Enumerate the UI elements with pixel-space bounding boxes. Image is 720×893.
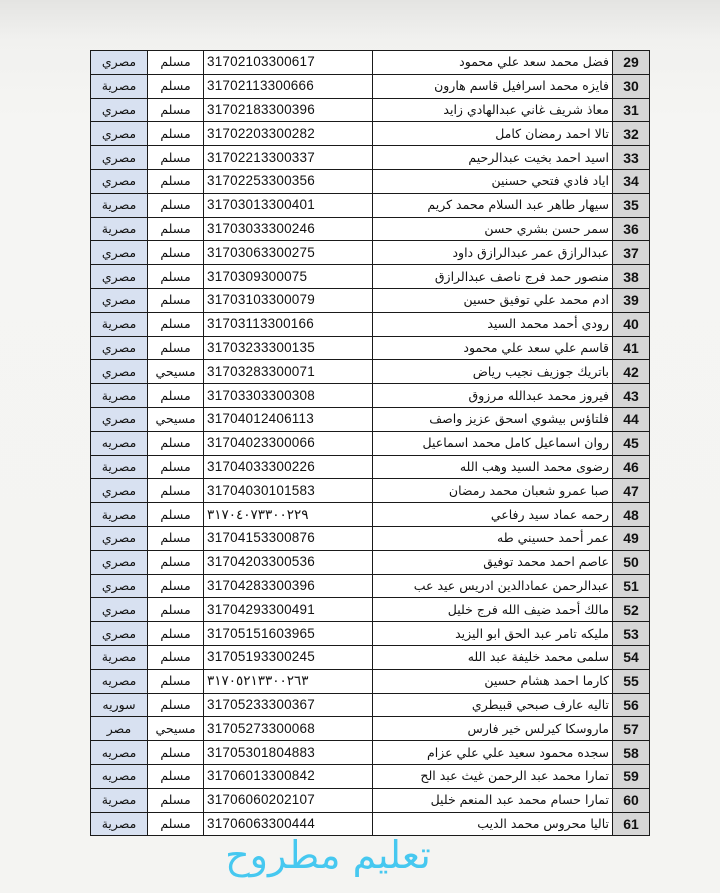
table-row <box>91 503 650 527</box>
religion-cell: مسلم <box>148 98 204 122</box>
national-id-cell: 31704012406113 <box>204 407 373 431</box>
student-name-cell: روان اسماعيل كامل محمد اسماعيل <box>373 431 613 455</box>
row-number-cell: 61 <box>613 812 650 836</box>
nationality-cell: مصريه <box>91 669 148 693</box>
row-number-cell: 47 <box>613 479 650 503</box>
national-id-cell: 31702103300617 <box>204 51 373 75</box>
student-name-cell: منصور حمد فرج ناصف عبدالرازق <box>373 265 613 289</box>
nationality-cell: سوريه <box>91 693 148 717</box>
table-row <box>91 669 650 693</box>
religion-cell: مسلم <box>148 598 204 622</box>
row-number-cell: 50 <box>613 550 650 574</box>
nationality-cell: مصرية <box>91 788 148 812</box>
national-id-cell: 31702183300396 <box>204 98 373 122</box>
row-number-cell: 40 <box>613 312 650 336</box>
row-number-cell: 56 <box>613 693 650 717</box>
nationality-cell: مصري <box>91 51 148 75</box>
table-row <box>91 98 650 122</box>
religion-cell: مسلم <box>148 146 204 170</box>
religion-cell: مسلم <box>148 741 204 765</box>
nationality-cell: مصرية <box>91 503 148 527</box>
student-name-cell: تمارا حسام محمد عبد المنعم خليل <box>373 788 613 812</box>
nationality-cell: مصري <box>91 526 148 550</box>
nationality-cell: مصري <box>91 122 148 146</box>
religion-cell: مسيحي <box>148 717 204 741</box>
national-id-cell: 31704033300226 <box>204 455 373 479</box>
nationality-cell: مصري <box>91 241 148 265</box>
national-id-cell: 31704153300876 <box>204 526 373 550</box>
table-row <box>91 788 650 812</box>
religion-cell: مسلم <box>148 193 204 217</box>
student-name-cell: رضوى محمد السيد وهب الله <box>373 455 613 479</box>
table-row <box>91 169 650 193</box>
table-row <box>91 384 650 408</box>
table-row <box>91 645 650 669</box>
religion-cell: مسلم <box>148 812 204 836</box>
nationality-cell: مصري <box>91 169 148 193</box>
religion-cell: مسلم <box>148 455 204 479</box>
student-name-cell: باتريك جوزيف نجيب رياض <box>373 360 613 384</box>
nationality-cell: مصري <box>91 407 148 431</box>
religion-cell: مسلم <box>148 431 204 455</box>
table-row <box>91 312 650 336</box>
table-row <box>91 598 650 622</box>
national-id-cell: 31703233300135 <box>204 336 373 360</box>
row-number-cell: 53 <box>613 622 650 646</box>
row-number-cell: 33 <box>613 146 650 170</box>
national-id-cell: 31702113300666 <box>204 74 373 98</box>
nationality-cell: مصر <box>91 717 148 741</box>
student-name-cell: فيروز محمد عبدالله مرزوق <box>373 384 613 408</box>
student-name-cell: سلمى محمد خليفة عبد الله <box>373 645 613 669</box>
table-row <box>91 217 650 241</box>
table-row <box>91 193 650 217</box>
table-row <box>91 431 650 455</box>
religion-cell: مسلم <box>148 550 204 574</box>
student-name-cell: عبدالرازق عمر عبدالرازق داود <box>373 241 613 265</box>
table-row <box>91 288 650 312</box>
national-id-cell: 31705273300068 <box>204 717 373 741</box>
student-name-cell: عاصم احمد محمد توفيق <box>373 550 613 574</box>
religion-cell: مسلم <box>148 669 204 693</box>
national-id-cell: 31705301804883 <box>204 741 373 765</box>
religion-cell: مسلم <box>148 217 204 241</box>
table-row <box>91 526 650 550</box>
student-name-cell: معاذ شريف غاني عبدالهادي زايد <box>373 98 613 122</box>
student-name-cell: مالك أحمد ضيف الله فرج خليل <box>373 598 613 622</box>
row-number-cell: 49 <box>613 526 650 550</box>
student-name-cell: صبا عمرو شعبان محمد رمضان <box>373 479 613 503</box>
national-id-cell: 31705233300367 <box>204 693 373 717</box>
student-name-cell: سمر حسن بشري حسن <box>373 217 613 241</box>
nationality-cell: مصري <box>91 336 148 360</box>
student-name-cell: تالا احمد رمضان كامل <box>373 122 613 146</box>
row-number-cell: 52 <box>613 598 650 622</box>
row-number-cell: 57 <box>613 717 650 741</box>
student-name-cell: ادم محمد علي توفيق حسين <box>373 288 613 312</box>
nationality-cell: مصرية <box>91 312 148 336</box>
nationality-cell: مصري <box>91 288 148 312</box>
row-number-cell: 35 <box>613 193 650 217</box>
religion-cell: مسلم <box>148 574 204 598</box>
row-number-cell: 55 <box>613 669 650 693</box>
student-name-cell: ماروسكا كيرلس خير فارس <box>373 717 613 741</box>
national-id-cell: 31704030101583 <box>204 479 373 503</box>
nationality-cell: مصرية <box>91 812 148 836</box>
religion-cell: مسلم <box>148 788 204 812</box>
row-number-cell: 34 <box>613 169 650 193</box>
student-name-cell: مليكه تامر عبد الحق ابو اليزيد <box>373 622 613 646</box>
religion-cell: مسلم <box>148 622 204 646</box>
table-row <box>91 74 650 98</box>
table-row <box>91 51 650 75</box>
student-table <box>90 50 650 836</box>
table-row <box>91 693 650 717</box>
national-id-cell: 31705193300245 <box>204 645 373 669</box>
religion-cell: مسلم <box>148 288 204 312</box>
table-row <box>91 622 650 646</box>
row-number-cell: 39 <box>613 288 650 312</box>
watermark-text: تعليم مطروح <box>225 833 431 877</box>
religion-cell: مسلم <box>148 169 204 193</box>
nationality-cell: مصرية <box>91 384 148 408</box>
nationality-cell: مصري <box>91 360 148 384</box>
national-id-cell: ٣١٧٠٤٠٧٣٣٠٠٢٢٩ <box>204 503 373 527</box>
nationality-cell: مصري <box>91 98 148 122</box>
student-name-cell: عمر أحمد حسيني طه <box>373 526 613 550</box>
religion-cell: مسلم <box>148 51 204 75</box>
religion-cell: مسلم <box>148 384 204 408</box>
nationality-cell: مصري <box>91 598 148 622</box>
student-name-cell: تاليه عارف صبحي قبيطري <box>373 693 613 717</box>
table-row <box>91 407 650 431</box>
row-number-cell: 45 <box>613 431 650 455</box>
national-id-cell: 31706060202107 <box>204 788 373 812</box>
row-number-cell: 54 <box>613 645 650 669</box>
religion-cell: مسلم <box>148 764 204 788</box>
religion-cell: مسلم <box>148 479 204 503</box>
religion-cell: مسلم <box>148 74 204 98</box>
national-id-cell: 31703283300071 <box>204 360 373 384</box>
religion-cell: مسلم <box>148 122 204 146</box>
row-number-cell: 44 <box>613 407 650 431</box>
row-number-cell: 42 <box>613 360 650 384</box>
student-name-cell: سجده محمود سعيد علي علي عزام <box>373 741 613 765</box>
nationality-cell: مصري <box>91 622 148 646</box>
table-row <box>91 336 650 360</box>
nationality-cell: مصريه <box>91 741 148 765</box>
row-number-cell: 31 <box>613 98 650 122</box>
national-id-cell: 31703063300275 <box>204 241 373 265</box>
student-name-cell: تاليا محروس محمد الديب <box>373 812 613 836</box>
nationality-cell: مصرية <box>91 455 148 479</box>
row-number-cell: 29 <box>613 51 650 75</box>
national-id-cell: 31704283300396 <box>204 574 373 598</box>
row-number-cell: 51 <box>613 574 650 598</box>
national-id-cell: 31706013300842 <box>204 764 373 788</box>
row-number-cell: 48 <box>613 503 650 527</box>
religion-cell: مسلم <box>148 265 204 289</box>
table-row <box>91 146 650 170</box>
row-number-cell: 32 <box>613 122 650 146</box>
nationality-cell: مصري <box>91 146 148 170</box>
student-name-cell: كارما احمد هشام حسين <box>373 669 613 693</box>
student-name-cell: فضل محمد سعد علي محمود <box>373 51 613 75</box>
religion-cell: مسلم <box>148 241 204 265</box>
nationality-cell: مصري <box>91 574 148 598</box>
row-number-cell: 46 <box>613 455 650 479</box>
nationality-cell: مصرية <box>91 193 148 217</box>
row-number-cell: 60 <box>613 788 650 812</box>
nationality-cell: مصرية <box>91 74 148 98</box>
table-row <box>91 265 650 289</box>
nationality-cell: مصري <box>91 479 148 503</box>
student-name-cell: رودي أحمد محمد السيد <box>373 312 613 336</box>
student-name-cell: رحمه عماد سيد رفاعي <box>373 503 613 527</box>
student-name-cell: سيهار طاهر عبد السلام محمد كريم <box>373 193 613 217</box>
table-row <box>91 479 650 503</box>
nationality-cell: مصرية <box>91 645 148 669</box>
student-table-body <box>91 51 650 836</box>
religion-cell: مسيحي <box>148 407 204 431</box>
national-id-cell: 31703303300308 <box>204 384 373 408</box>
national-id-cell: 3170309300075 <box>204 265 373 289</box>
national-id-cell: 31705151603965 <box>204 622 373 646</box>
row-number-cell: 43 <box>613 384 650 408</box>
table-row <box>91 550 650 574</box>
national-id-cell: 31702203300282 <box>204 122 373 146</box>
national-id-cell: 31702213300337 <box>204 146 373 170</box>
national-id-cell: 31703013300401 <box>204 193 373 217</box>
nationality-cell: مصرية <box>91 217 148 241</box>
student-name-cell: تمارا محمد عبد الرحمن غيث عبد الح <box>373 764 613 788</box>
row-number-cell: 36 <box>613 217 650 241</box>
nationality-cell: مصري <box>91 550 148 574</box>
national-id-cell: 31703033300246 <box>204 217 373 241</box>
religion-cell: مسيحي <box>148 360 204 384</box>
row-number-cell: 58 <box>613 741 650 765</box>
nationality-cell: مصريه <box>91 764 148 788</box>
religion-cell: مسلم <box>148 503 204 527</box>
table-row <box>91 574 650 598</box>
student-name-cell: عبدالرحمن عمادالدين ادريس عيد عب <box>373 574 613 598</box>
student-name-cell: فايزه محمد اسرافيل قاسم هارون <box>373 74 613 98</box>
national-id-cell: 31704023300066 <box>204 431 373 455</box>
national-id-cell: 31704293300491 <box>204 598 373 622</box>
row-number-cell: 30 <box>613 74 650 98</box>
row-number-cell: 41 <box>613 336 650 360</box>
table-row <box>91 455 650 479</box>
table-row <box>91 241 650 265</box>
table-row <box>91 122 650 146</box>
table-row <box>91 741 650 765</box>
national-id-cell: 31704203300536 <box>204 550 373 574</box>
national-id-cell: 31702253300356 <box>204 169 373 193</box>
table-row <box>91 717 650 741</box>
row-number-cell: 59 <box>613 764 650 788</box>
religion-cell: مسلم <box>148 645 204 669</box>
row-number-cell: 37 <box>613 241 650 265</box>
national-id-cell: 31703103300079 <box>204 288 373 312</box>
religion-cell: مسلم <box>148 526 204 550</box>
religion-cell: مسلم <box>148 336 204 360</box>
nationality-cell: مصري <box>91 265 148 289</box>
student-name-cell: اياد فادي فتحي حسنين <box>373 169 613 193</box>
national-id-cell: 31706063300444 <box>204 812 373 836</box>
row-number-cell: 38 <box>613 265 650 289</box>
table-row <box>91 360 650 384</box>
national-id-cell: 31703113300166 <box>204 312 373 336</box>
nationality-cell: مصريه <box>91 431 148 455</box>
religion-cell: مسلم <box>148 693 204 717</box>
student-name-cell: اسيد احمد بخيت عبدالرحيم <box>373 146 613 170</box>
national-id-cell: ٣١٧٠٥٢١٣٣٠٠٢٦٣ <box>204 669 373 693</box>
student-name-cell: قاسم علي سعد علي محمود <box>373 336 613 360</box>
student-name-cell: فلتاؤس بيشوي اسحق عزيز واصف <box>373 407 613 431</box>
religion-cell: مسلم <box>148 312 204 336</box>
table-row <box>91 764 650 788</box>
